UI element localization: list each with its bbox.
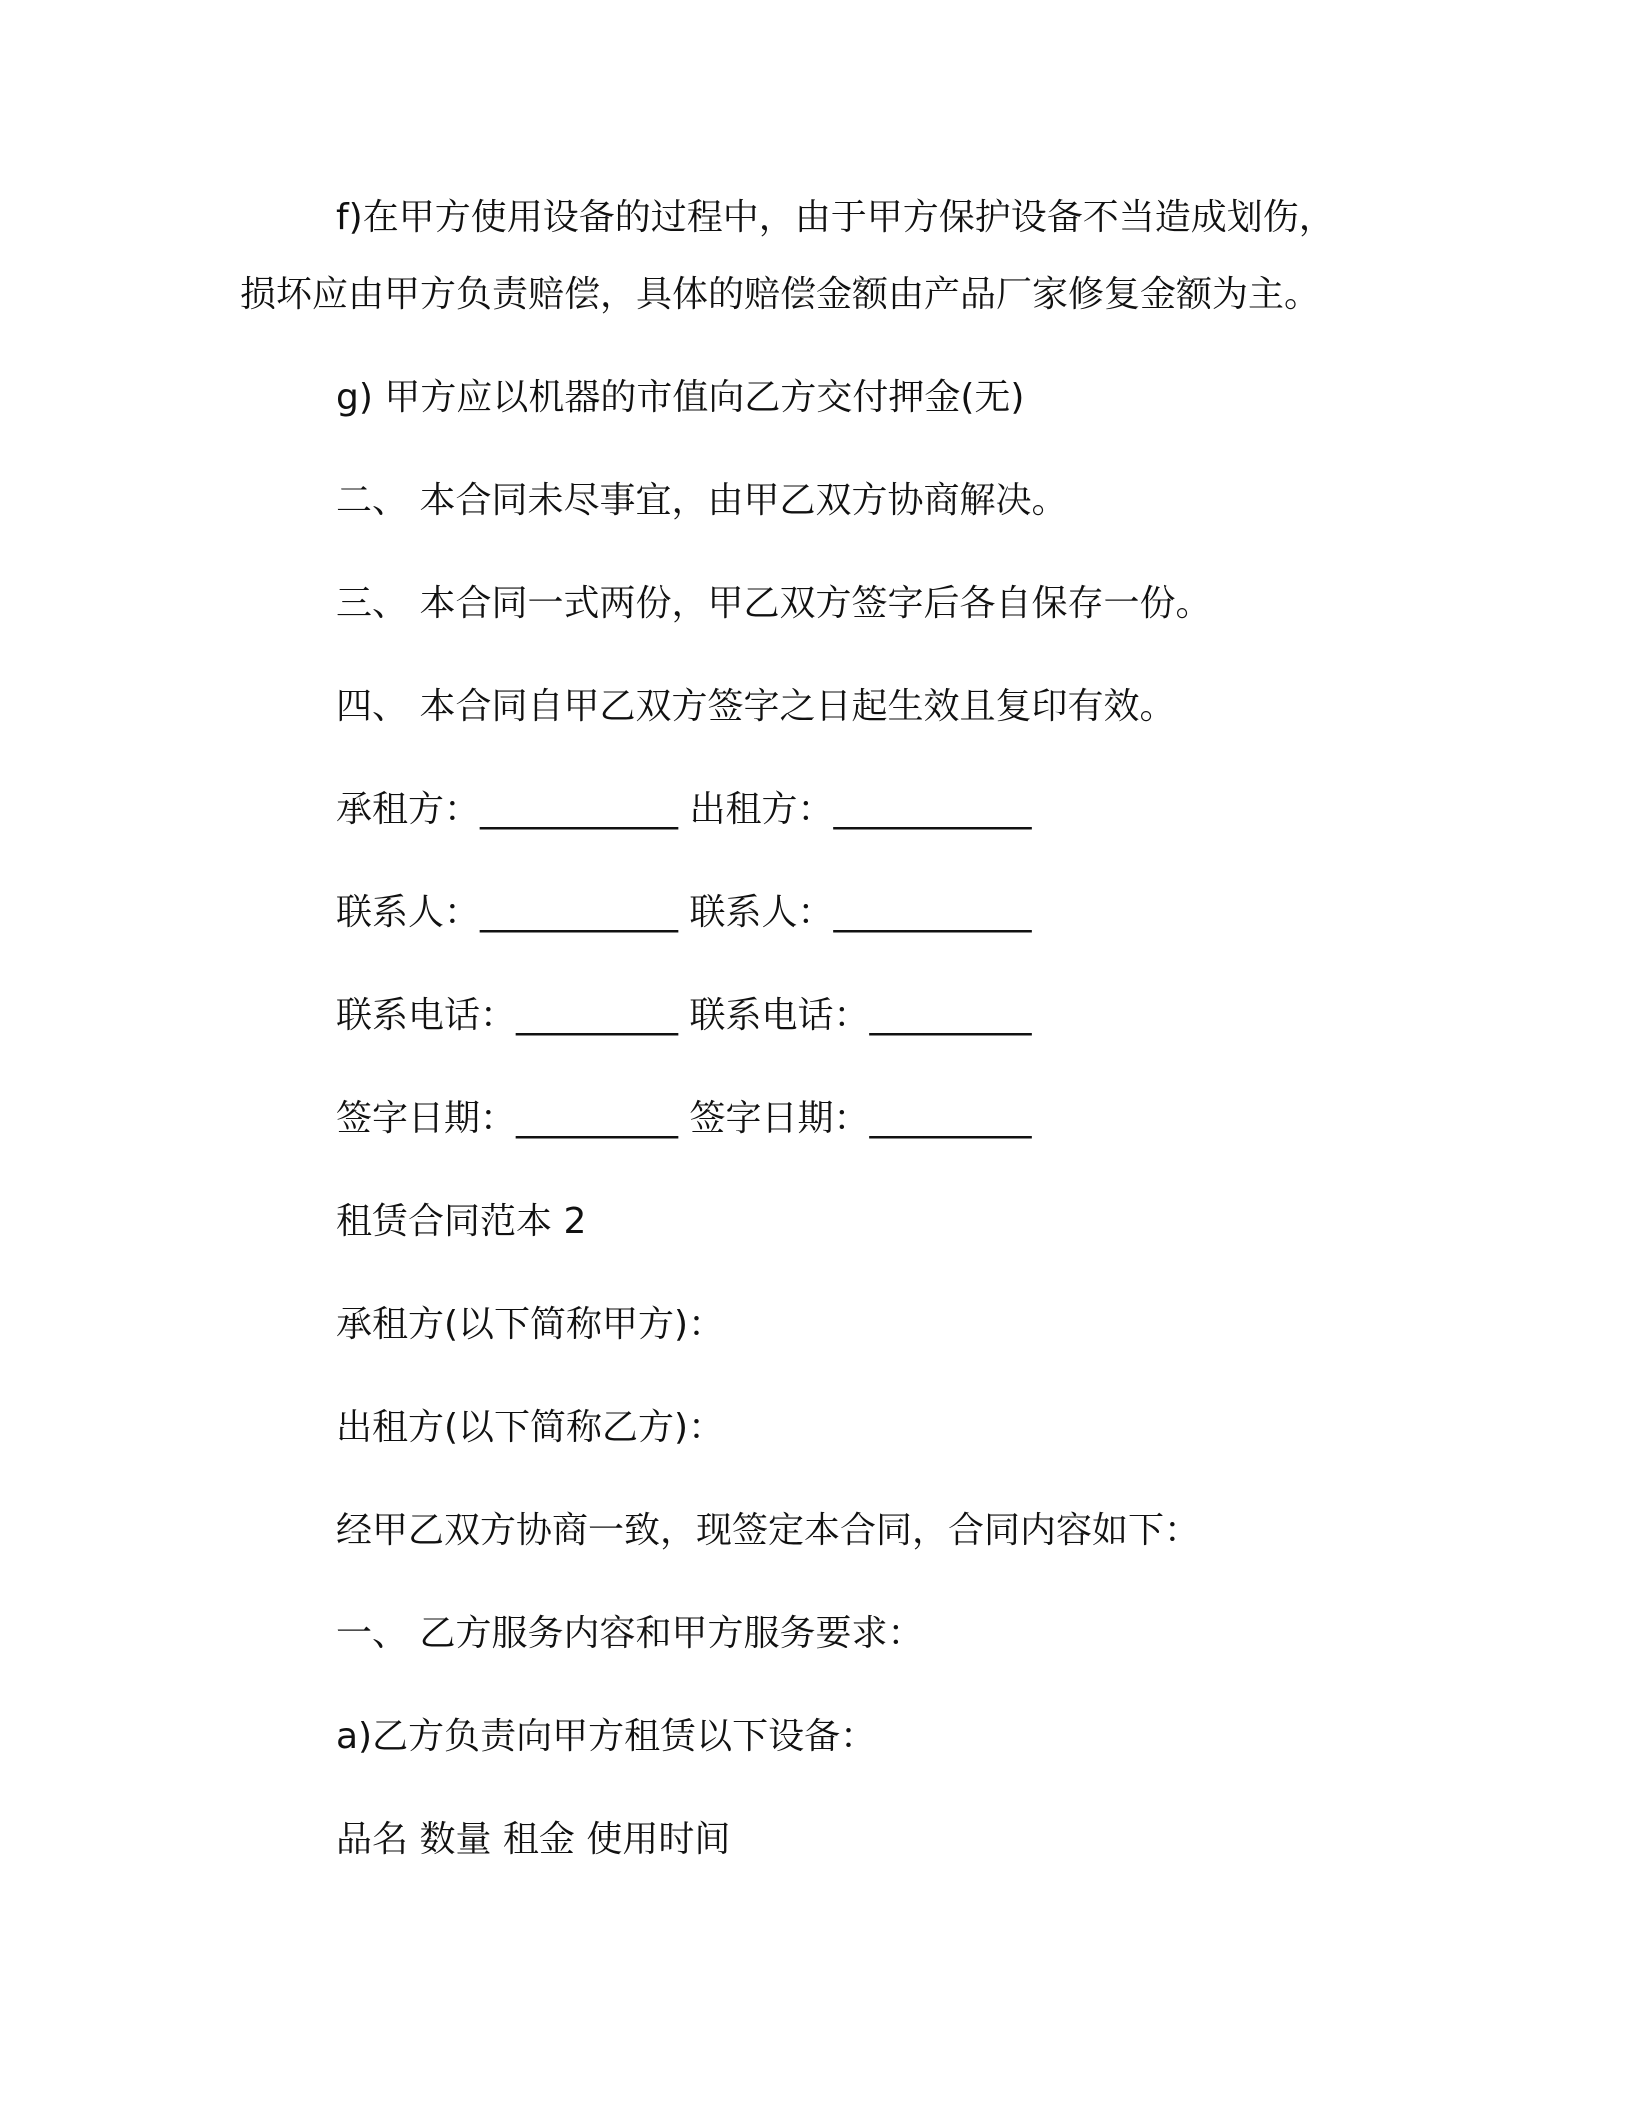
clause-g: g) 甲方应以机器的市值向乙方交付押金(无): [336, 377, 1025, 418]
contract2-party-a: 承租方(以下简称甲方)：: [336, 1304, 725, 1345]
signature-phone-line: 联系电话：_________ 联系电话：_________: [336, 995, 1032, 1036]
clause-f-line2: 损坏应由甲方负责赔偿，具体的赔偿金额由产品厂家修复金额为主。: [240, 274, 1321, 315]
signature-lessee-line: 承租方：___________ 出租方：___________: [336, 789, 1032, 830]
contract2-party-b: 出租方(以下简称乙方)：: [336, 1407, 725, 1448]
clause-f-line1: f)在甲方使用设备的过程中，由于甲方保护设备不当造成划伤，: [336, 197, 1335, 238]
article-3: 三、 本合同一式两份，甲乙双方签字后各自保存一份。: [336, 583, 1212, 624]
contract2-item-a: a)乙方负责向甲方租赁以下设备：: [336, 1716, 877, 1757]
signature-contact-line: 联系人：___________ 联系人：___________: [336, 892, 1032, 933]
article-2: 二、 本合同未尽事宜，由甲乙双方协商解决。: [336, 480, 1068, 521]
contract2-section-1: 一、 乙方服务内容和甲方服务要求：: [336, 1613, 924, 1654]
contract2-table-header: 品名 数量 租金 使用时间: [336, 1819, 731, 1860]
contract2-title: 租赁合同范本 2: [336, 1201, 587, 1242]
contract2-intro: 经甲乙双方协商一致，现签定本合同，合同内容如下：: [336, 1510, 1201, 1551]
signature-date-line: 签字日期：_________ 签字日期：_________: [336, 1098, 1032, 1139]
article-4: 四、 本合同自甲乙双方签字之日起生效且复印有效。: [336, 686, 1176, 727]
